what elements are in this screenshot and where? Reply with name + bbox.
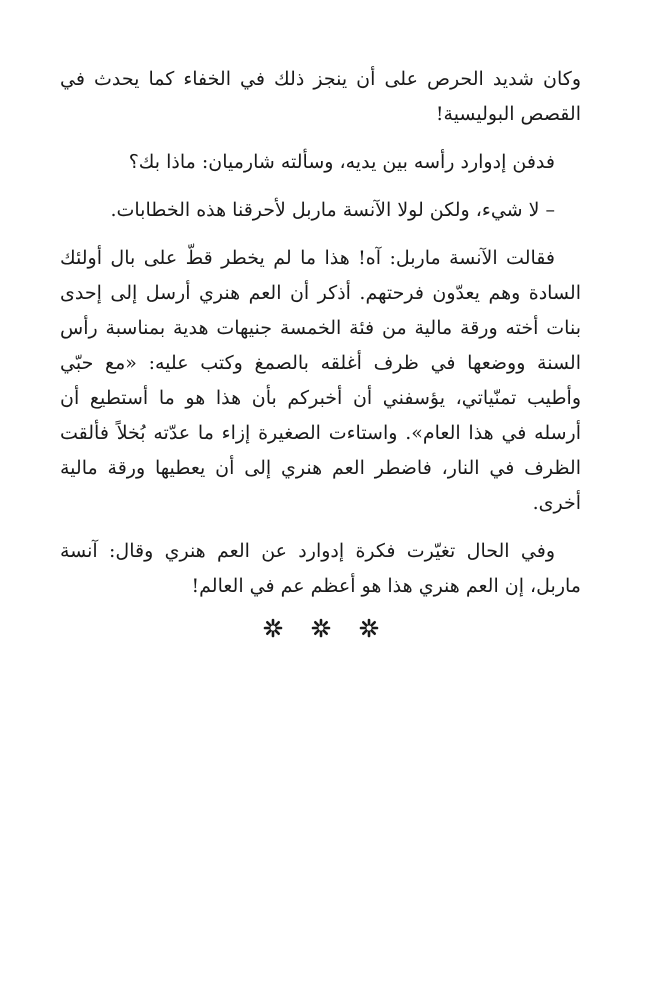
book-page <box>60 62 581 638</box>
paragraph-1: وكان شديد الحرص على أن ينجز ذلك في الخفاء كما يحدث في القصص البوليسية! <box>60 68 581 125</box>
asterisk-flower-icon <box>359 618 379 638</box>
asterisk-flower-icon <box>311 618 331 638</box>
paragraph-4: فقالت الآنسة ماربل: آه! هذا ما لم يخطر قطّ على بال أولئك السادة وهم يعدّون فرحتهم. أذكر أن العم هنري أرسل إلى إحدى بنات أخته ورقة مالية من فئة الخمسة جنيهات هدية بمناسبة رأس السنة ووضعها في ظرف أغلقه بالصمغ وكتب عليه: «مع حبّي وأطيب تمنّياتي، يؤسفني أن أخبركم بأن هذا هو ما أستطيع أن أرسله في هذا العام». واستاءت الصغيرة إزاء ما عدّته بُخلاً فألقت الظرف في النار، فاضطر العم هنري إلى أن يعطيها ورقة مالية أخرى. <box>60 247 581 514</box>
section-separator <box>60 618 581 638</box>
asterisk-flower-icon <box>263 618 283 638</box>
paragraph-5: وفي الحال تغيّرت فكرة إدوارد عن العم هنري وقال: آنسة ماربل، إن العم هنري هذا هو أعظم عم في العالم! <box>60 540 581 597</box>
paragraph-2: فدفن إدوارد رأسه بين يديه، وسألته شارميان: ماذا بك؟ <box>128 151 555 173</box>
paragraph-3: – لا شيء، ولكن لولا الآنسة ماربل لأحرقنا هذه الخطابات. <box>110 199 555 221</box>
